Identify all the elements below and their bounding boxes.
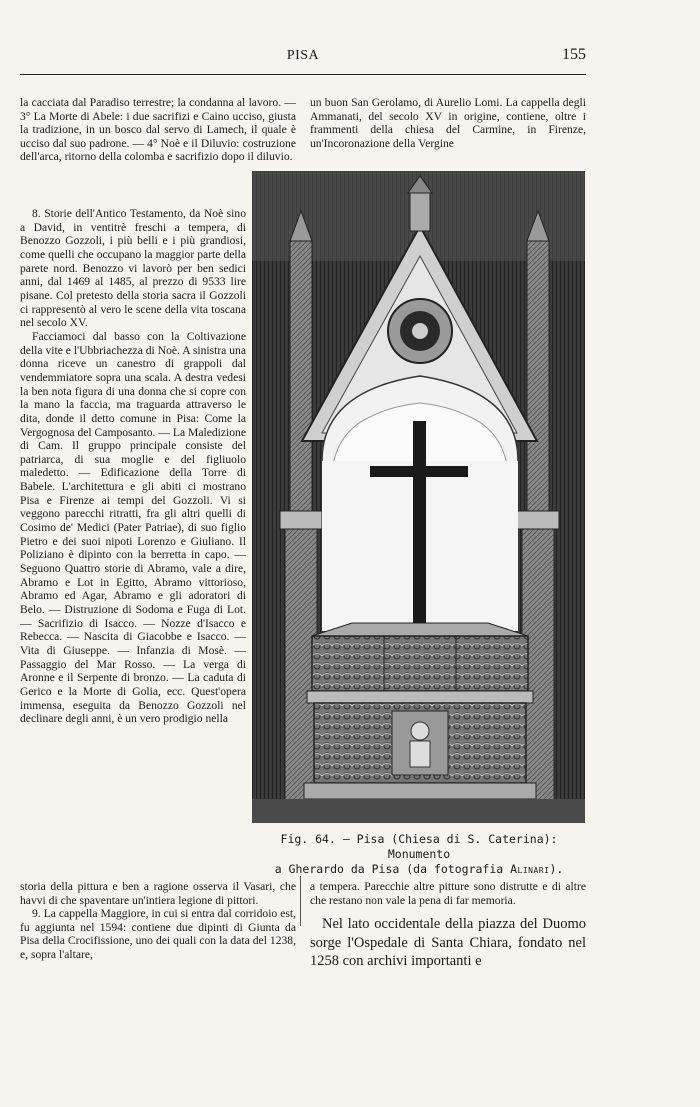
paragraph: 9. La cappella Maggiore, in cui si entra dal corridoio est, fu aggiunta nel 1594: contiene due dipinti di Giunta da Pisa della Crocifissione, uno dei quali con la data del 1238, e, sopra l'altare, (20, 907, 296, 961)
page-header (20, 46, 586, 74)
paragraph: la cacciata dal Paradiso terrestre; la condanna al lavoro. — 3° La Morte di Abele: i due sacrifizi e Caino ucciso, giusta la tradizione, in un bosco dal servo di Lamech, il quale è ucciso dal suo padrone. — 4° Noè e il Diluvio: costruzione dell'arca, ritorno della colomba e sacrifizio dopo il diluvio. (20, 96, 296, 164)
page-number: 155 (562, 46, 586, 63)
paragraph: un buon San Gerolamo, di Aurelio Lomi. La cappella degli Ammanati, del secolo XV in origine, contiene, oltre i frammenti della chiesa del Carmine, in Firenze, un'Incoronazione della Vergine (310, 96, 586, 150)
left-column-middle (20, 207, 246, 726)
paragraph: Facciamoci dal basso con la Coltivazione della vite e l'Ubbriachezza di Noè. A sinistra una donna riceve un canestro di grappoli dal vendemmiatore sopra una scala. A destra vedesi la ben nota figura di una donna che si copre con la mano la faccia, ma traguarda attraverso le dita, donde il detto comune in Pisa: Come la Vergognosa del Camposanto. — La Maledizione di Cam. Il gruppo principale consiste del patriarca, di sua moglie e del figliuolo maledetto. — Edificazione della Torre di Babele. L'architettura e gli abiti ci mostrano Pisa e Firenze ai tempi del Gozzoli. Vi si veggono parecchi ritratti, fra gli altri quelli di Cosimo de' Medici (Pater Patriae), di suo figlio Pietro e dei suoi nipoti Lorenzo e Giuliano. Il Poliziano è dipinto con la berretta in capo. — Seguono Quattro storie di Abramo, vale a dire, Abramo e Lot in Egitto, Abramo vittorioso, Abramo ed Agar, Abramo e gli adoratori di Belo. — Distruzione di Sodoma e Fuga di Lot. — Sacrifizio di Isacco. — Nozze d'Isacco e Rebecca. — Nascita di Giacobbe e Isacco. — Vita di Giuseppe. — Infanzia di Mosè. — Passaggio del Mar Rosso. — La verga di Aronne e il Serpente di bronzo. — La caduta di Gerico e la Morte di Golia, ecc. Quest'opera immensa, eseguita da Benozzo Gozzoli nel declinare degli anni, è un vero prodigio nella (20, 329, 246, 726)
caption-credit: Alinari (510, 862, 550, 876)
figure-caption (258, 832, 580, 877)
left-column-top (20, 96, 296, 164)
right-column-top (310, 96, 586, 150)
right-column-bottom (310, 880, 586, 971)
monument-illustration (252, 171, 585, 823)
caption-end: ). (549, 862, 564, 876)
caption-text: a Gherardo da Pisa (da fotografia (274, 862, 511, 876)
paragraph: a tempera. Parecchie altre pitture sono distrutte e di altre che restano non vale la pena di far memoria. (310, 880, 586, 907)
figure-monument-engraving (252, 171, 585, 823)
header-rule (20, 74, 586, 75)
running-title: PISA (286, 48, 320, 63)
column-divider (300, 876, 301, 926)
left-column-bottom (20, 880, 296, 962)
caption-line-1: Fig. 64. — Pisa (Chiesa di S. Caterina): Monumento (280, 832, 558, 861)
paragraph: storia della pittura e ben a ragione osserva il Vasari, che havvi di che spaventare un'intiera legione di pittori. (20, 880, 296, 907)
caption-line-2 (258, 862, 580, 877)
paragraph-large: Nel lato occidentale della piazza del Duomo sorge l'Ospedale di Santa Chiara, fondato nel 1258 con archivi importanti e (310, 916, 586, 970)
paragraph: 8. Storie dell'Antico Testamento, da Noè sino a David, in ventitrè freschi a tempera, di Benozzo Gozzoli, i più belli e i più grandiosi, come quelli che occupano la maggior parte della parete nord. Benozzo vi lavorò per ben sedici anni, dal 1469 al 1485, al prezzo di 9533 lire pisane. Col pretesto della storia sacra il Gozzoli ci rappresentò al vero le scene della vita toscana nel secolo XV. (20, 207, 246, 330)
